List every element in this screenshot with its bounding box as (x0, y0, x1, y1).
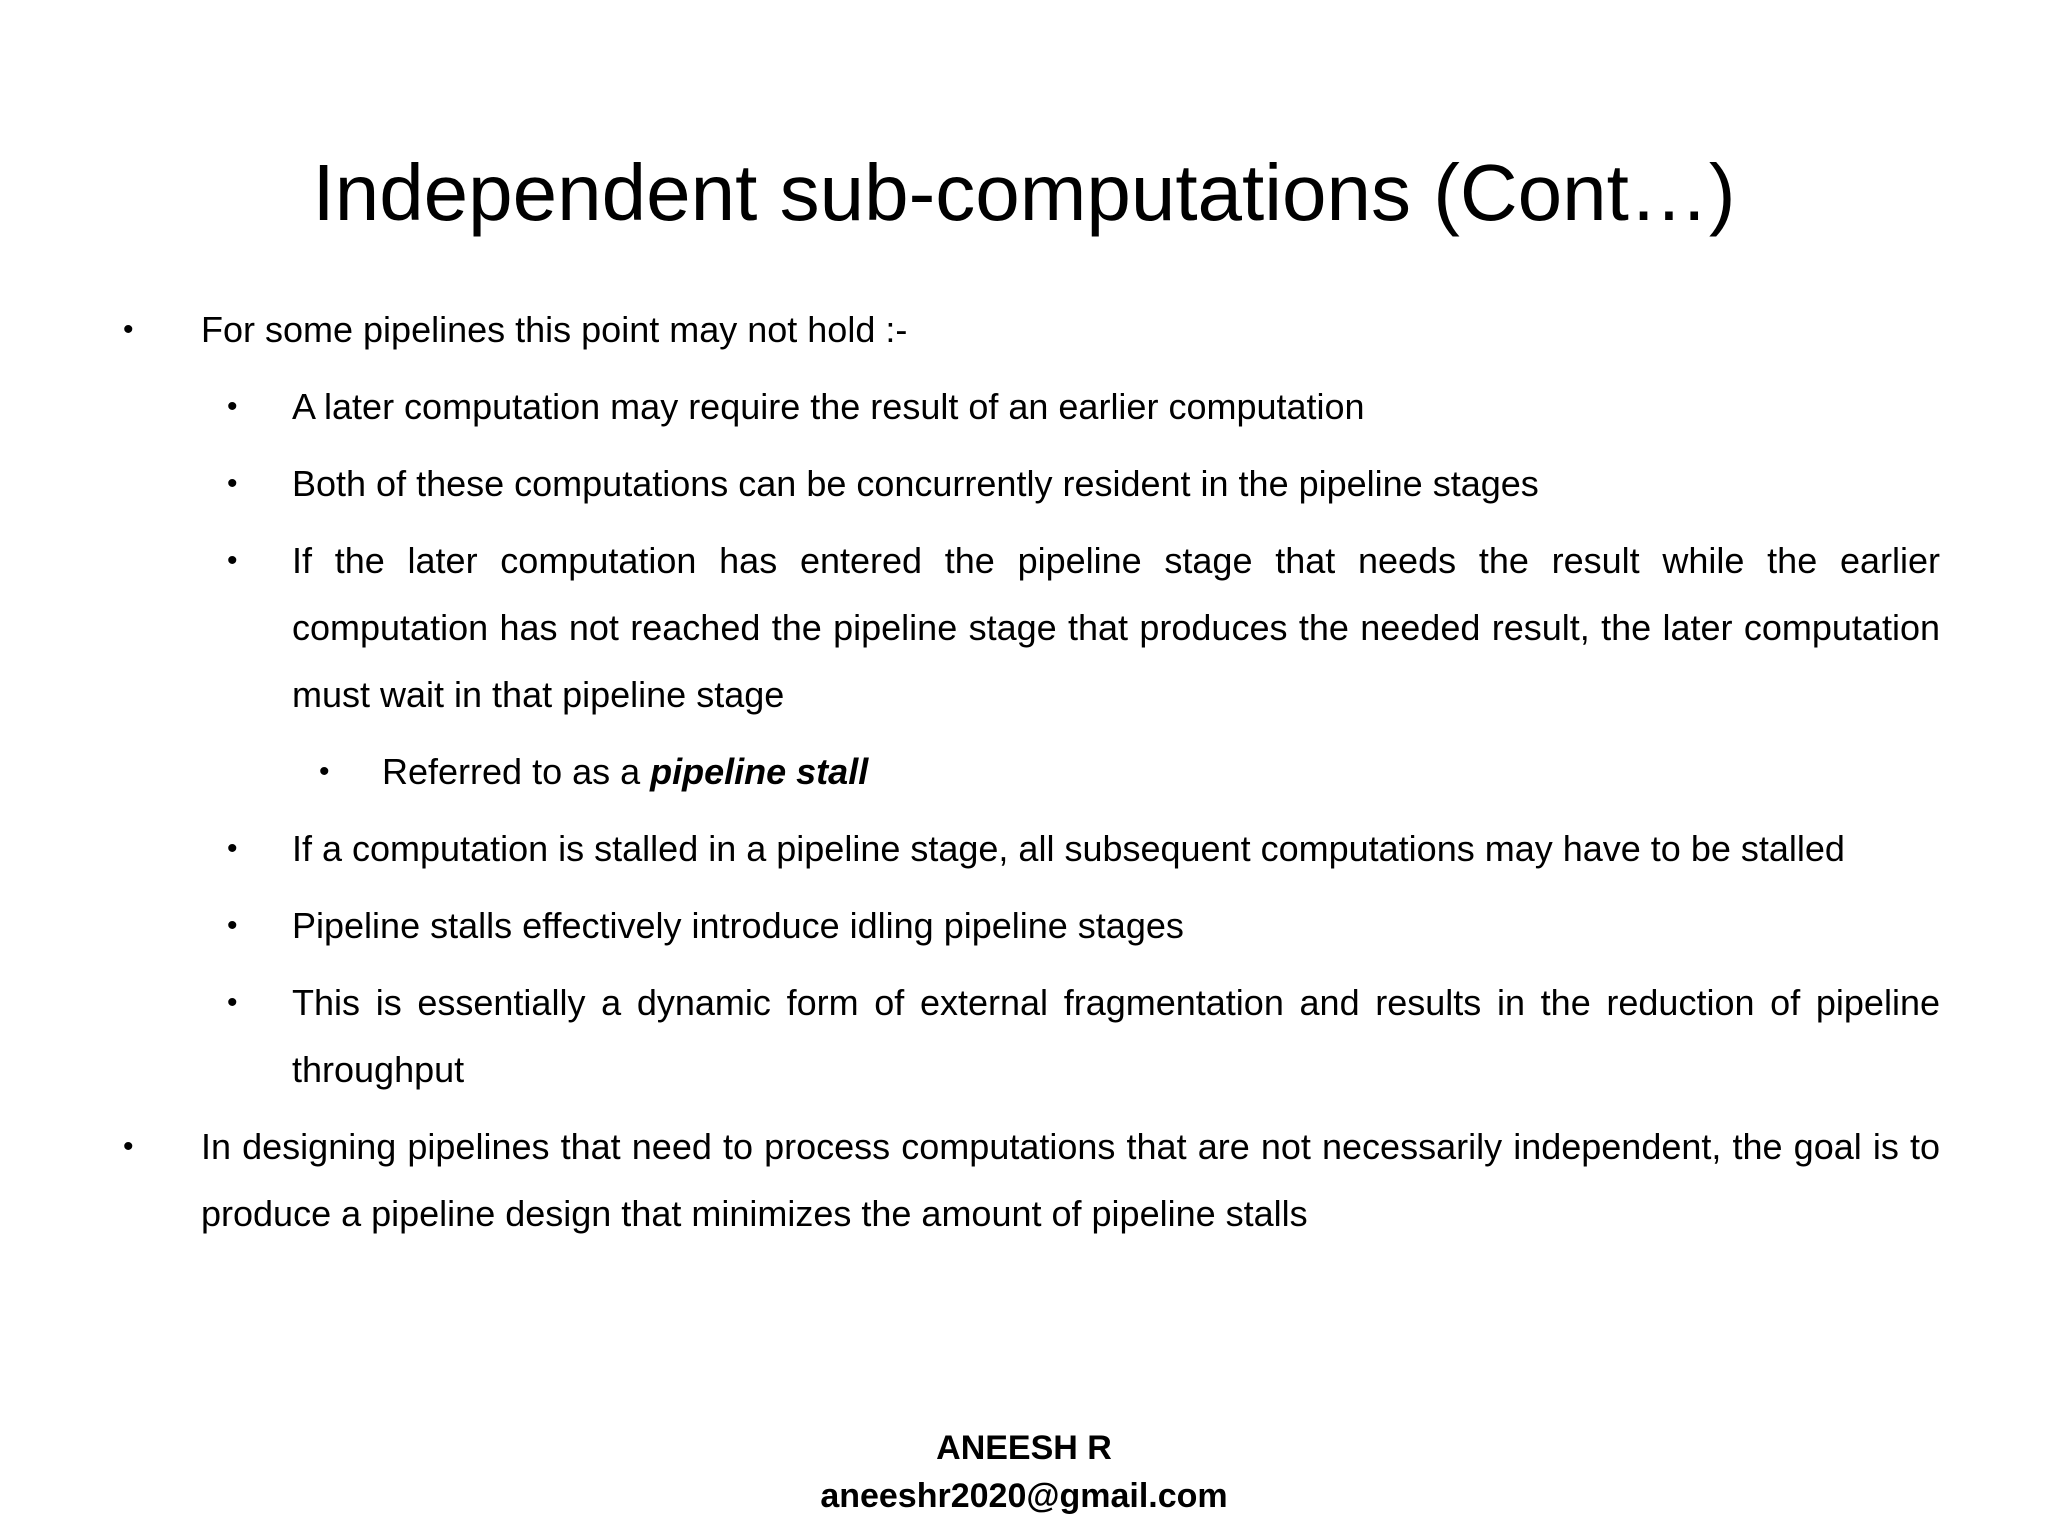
list-item (319, 738, 1940, 805)
list-item (227, 892, 1940, 959)
author-name: ANEESH R (936, 1429, 1112, 1467)
list-item-text: In designing pipelines that need to process computations that are not necessarily independent, the goal is to produce a pipeline design that minimizes the amount of pipeline stalls (201, 1126, 1940, 1234)
bullet-icon: • (227, 986, 238, 1019)
list-item-text: This is essentially a dynamic form of external fragmentation and results in the reduction of pipeline throughput (292, 982, 1940, 1090)
list-item (227, 527, 1940, 728)
list-item-text: If the later computation has entered the pipeline stage that needs the result while the earlier computation has not reached the pipeline stage that produces the needed result, the later computation must wait in that pipeline stage (292, 540, 1940, 715)
emphasis-term: pipeline stall (650, 751, 869, 792)
bullet-icon: • (227, 390, 238, 423)
bullet-icon: • (123, 1130, 134, 1163)
list-item (123, 1113, 1940, 1247)
bullet-icon: • (227, 909, 238, 942)
list-item-text: Referred to as a (382, 751, 651, 792)
list-item (123, 296, 1940, 363)
bullet-list (0, 296, 2048, 1257)
list-item-text: Pipeline stalls effectively introduce idling pipeline stages (292, 905, 1184, 946)
bullet-icon: • (227, 832, 238, 865)
list-item-text: If a computation is stalled in a pipeline stage, all subsequent computations may have to be stalled (292, 828, 1845, 869)
bullet-icon: • (319, 755, 330, 788)
list-item (227, 969, 1940, 1103)
list-item-text: Both of these computations can be concurrently resident in the pipeline stages (292, 463, 1539, 504)
bullet-icon: • (227, 544, 238, 577)
bullet-icon: • (227, 467, 238, 500)
author-email: aneeshr2020@gmail.com (820, 1477, 1228, 1515)
list-item-text: For some pipelines this point may not hold :- (201, 309, 908, 350)
list-item-text: A later computation may require the result of an earlier computation (292, 386, 1365, 427)
bullet-icon: • (123, 313, 134, 346)
list-item (227, 373, 1940, 440)
slide-title: Independent sub-computations (Cont…) (312, 148, 1736, 237)
list-item (227, 815, 1940, 882)
list-item (227, 450, 1940, 517)
